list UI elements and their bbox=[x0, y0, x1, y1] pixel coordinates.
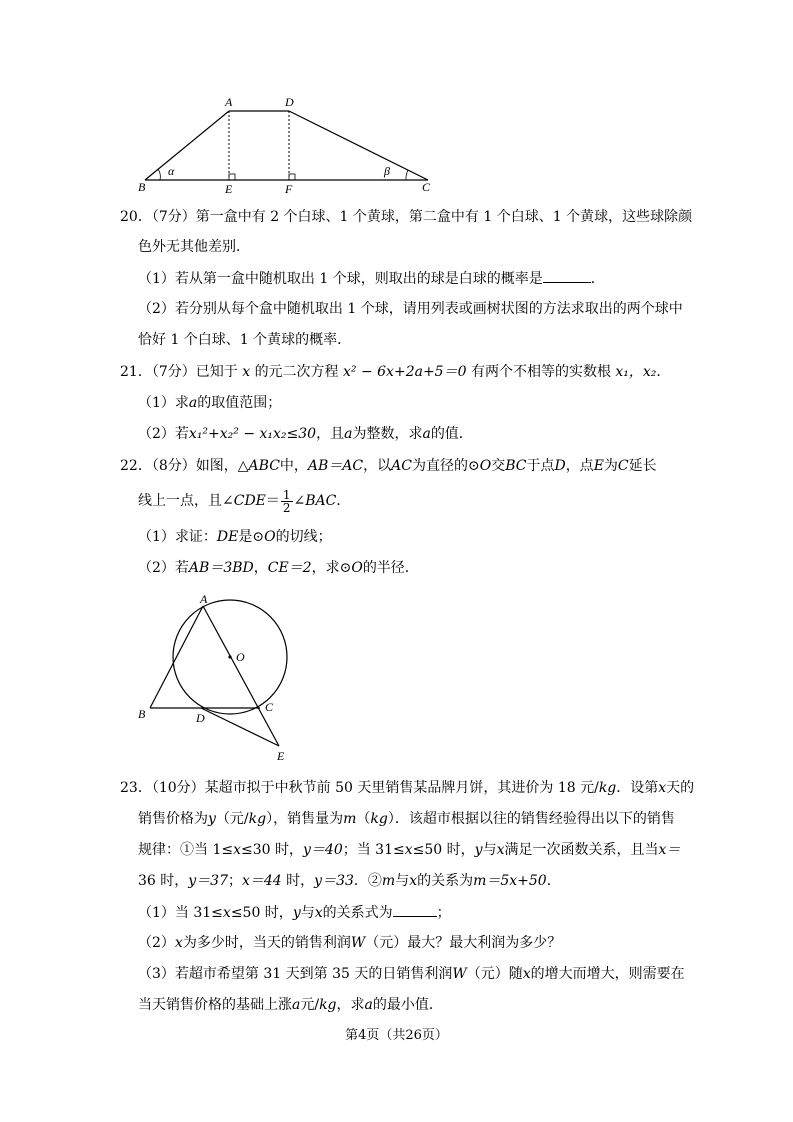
label-C: C bbox=[422, 180, 431, 194]
label-F: F bbox=[285, 182, 293, 196]
q23-stem-line2: 销售价格为y（元/kg），销售量为m（kg）．该超市根据以往的销售经验得出以下的销售 bbox=[138, 811, 675, 827]
circle-triangle-figure bbox=[130, 590, 300, 765]
fraction-one-half: $\frac{1}{2}$ bbox=[282, 487, 291, 515]
q23-stem-line3: 规律：①当 1≤x≤30 时，y＝40；当 31≤x≤50 时，y与x满足一次函数关系，且当x＝ bbox=[138, 842, 681, 858]
q23-part3-line1: （3）若超市希望第 31 天到第 35 天的日销售利润W（元）随x的增大而增大，则需要在 bbox=[138, 966, 685, 982]
trapezoid-figure bbox=[130, 90, 440, 200]
answer-blank bbox=[543, 268, 591, 283]
q23-part1: （1）当 31≤x≤50 时，y与x的关系式为 ； bbox=[138, 902, 451, 923]
q22-part2: （2）若AB＝3BD，CE＝2，求⊙O的半径． bbox=[138, 560, 419, 576]
label-B: B bbox=[138, 180, 146, 194]
label-D: D bbox=[285, 95, 294, 109]
q21-part1: （1）求a的取值范围； bbox=[138, 395, 282, 411]
page-number: 第4页（共26页） bbox=[345, 1028, 448, 1043]
label-E: E bbox=[277, 749, 285, 763]
q22-part1: （1）求证：DE是⊙O的切线； bbox=[138, 529, 332, 545]
label-O: O bbox=[236, 650, 245, 664]
q22-stem-line1: 22．（8分）如图，△ABC中，AB＝AC，以AC为直径的⊙O交BC于点D，点E为C延长 bbox=[120, 458, 657, 474]
q23-stem-line4: 36 时，y＝37；x＝44 时，y＝33．②m与x的关系为m＝5x+50． bbox=[138, 873, 561, 889]
label-A: A bbox=[200, 592, 208, 606]
q21-part2: （2）若x₁²+x₂² − x₁x₂≤30，且a为整数，求a的值． bbox=[138, 426, 473, 442]
q20-stem-line2: 色外无其他差别． bbox=[138, 239, 250, 255]
q20-part1: （1）若从第一盒中随机取出 1 个球，则取出的球是白球的概率是 ． bbox=[138, 268, 605, 289]
label-A: A bbox=[225, 95, 233, 109]
label-D: D bbox=[196, 711, 205, 725]
q23-part3-line2: 当天销售价格的基础上涨a元/kg，求a的最小值． bbox=[138, 997, 443, 1013]
label-B: B bbox=[138, 707, 146, 721]
q21-stem: 21．（7分）已知于 x 的元二次方程 x² − 6x+2a+5＝0 有两个不相等的实数根 x₁，x₂． bbox=[120, 364, 671, 380]
label-beta: β bbox=[384, 164, 390, 178]
label-alpha: α bbox=[168, 164, 175, 178]
q20-stem-line1: 20．（7分）第一盒中有 2 个白球、1 个黄球，第二盒中有 1 个白球、1 个黄球，这些球除颜 bbox=[120, 209, 693, 225]
q20-part2-line1: （2）若分别从每个盒中随机取出 1 个球，请用列表或画树状图的方法求取出的两个球中 bbox=[138, 301, 683, 317]
q20-part2-line2: 恰好 1 个白球、1 个黄球的概率． bbox=[138, 332, 352, 348]
q22-stem-line2: 线上一点，且∠CDE＝ $\frac{1}{2}$ ∠BAC． bbox=[138, 487, 351, 515]
q23-stem-line1: 23．（10分）某超市拟于中秋节前 50 天里销售某品牌月饼，其进价为 18 元/kg．设第x天的 bbox=[120, 780, 695, 796]
q23-part2: （2）x为多少时，当天的销售利润W（元）最大？最大利润为多少？ bbox=[138, 935, 562, 951]
answer-blank bbox=[393, 902, 437, 917]
label-E: E bbox=[225, 182, 233, 196]
label-C: C bbox=[265, 700, 274, 714]
